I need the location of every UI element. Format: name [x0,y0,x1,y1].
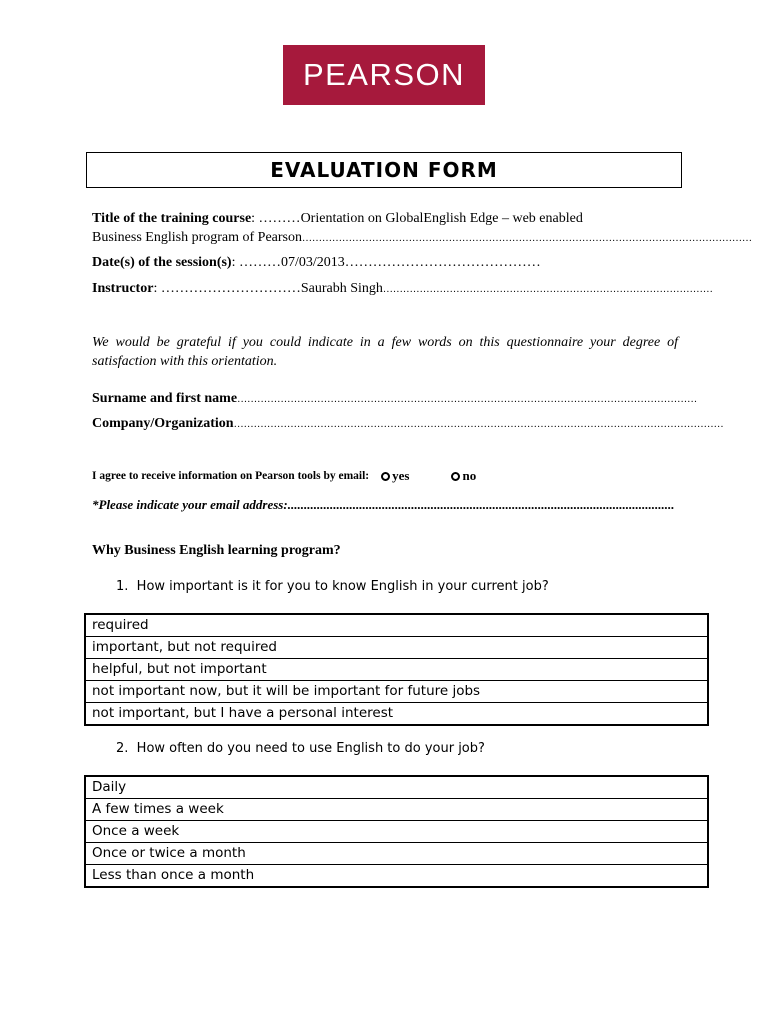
session-lead: : ……… [231,255,281,270]
course-line-1 [92,209,676,228]
course-value: Orientation on GlobalEnglish Edge – web enabled [300,211,583,226]
table-row[interactable] [85,799,708,821]
consent-no-option[interactable] [451,468,476,484]
table-row[interactable] [85,821,708,843]
option-cell[interactable]: not important, but I have a personal interest [85,703,708,726]
option-cell[interactable]: Less than once a month [85,865,708,888]
instructor-label: Instructor [92,281,154,296]
option-cell[interactable]: Once or twice a month [85,843,708,865]
option-cell[interactable]: Daily [85,776,708,799]
consent-yes-option[interactable] [381,468,409,484]
option-cell[interactable]: helpful, but not important [85,659,708,681]
email-consent [92,468,692,484]
course-lead: : ……… [251,211,301,226]
intro-text: We would be grateful if you could indicate in a few words on this questionnaire your degree of satisfaction with this orientation. [92,335,678,369]
table-row[interactable] [85,776,708,799]
email-field[interactable]: *Please indicate your email address:....................................................................................................................... [92,497,675,512]
option-cell[interactable]: required [85,614,708,637]
session-line[interactable]: Date(s) of the session(s): ………07/03/2013…………………………………… [92,255,541,270]
instructor-lead: : ………………………… [153,281,301,296]
course-label: Title of the training course [92,211,252,226]
table-row[interactable] [85,659,708,681]
radio-circle-icon [381,472,390,481]
consent-no-label: no [462,468,477,483]
table-row[interactable] [85,865,708,888]
question-2 [116,741,485,756]
question-1 [116,579,549,594]
option-cell[interactable]: Once a week [85,821,708,843]
table-row[interactable] [85,614,708,637]
question-1-options [84,613,709,726]
pearson-logo: PEARSON [283,45,485,105]
instructor-name: Saurabh Singh [300,281,383,296]
course-value-cont: Business English program of Pearson [92,230,302,245]
section-heading: Why Business English learning program? [92,543,341,558]
table-row[interactable] [85,703,708,726]
session-date: 07/03/2013 [280,255,345,270]
consent-text: I agree to receive information on Pearson tools by email: [92,470,370,482]
radio-circle-icon [451,472,460,481]
surname-field[interactable]: Surname and first name………………………………………………………………………………………………………………………… [92,391,698,406]
company-label: Company/Organization [92,416,234,431]
option-cell[interactable]: not important now, but it will be important for future jobs [85,681,708,703]
option-cell[interactable]: important, but not required [85,637,708,659]
form-title: EVALUATION FORM [86,152,682,188]
question-1-text: How important is it for you to know English in your current job? [136,579,549,594]
table-row[interactable] [85,637,708,659]
table-row[interactable] [85,681,708,703]
course-line-2[interactable]: Business English program of Pearson……………………………………………………………………………………………………………………… [92,230,752,245]
surname-label: Surname and first name [92,391,238,406]
question-1-number: 1. [116,579,129,594]
session-label: Date(s) of the session(s) [92,255,232,270]
question-2-number: 2. [116,741,129,756]
table-row[interactable] [85,843,708,865]
question-2-options [84,775,709,888]
consent-yes-label: yes [392,468,410,483]
email-label: *Please indicate your email address: [92,497,288,512]
option-cell[interactable]: A few times a week [85,799,708,821]
company-field[interactable]: Company/Organization………………………………………………………………………………………………………………………………… [92,416,724,431]
instructor-line[interactable]: Instructor: …………………………Saurabh Singh……………………………………………………………………………………… [92,281,713,296]
question-2-text: How often do you need to use English to do your job? [136,741,485,756]
